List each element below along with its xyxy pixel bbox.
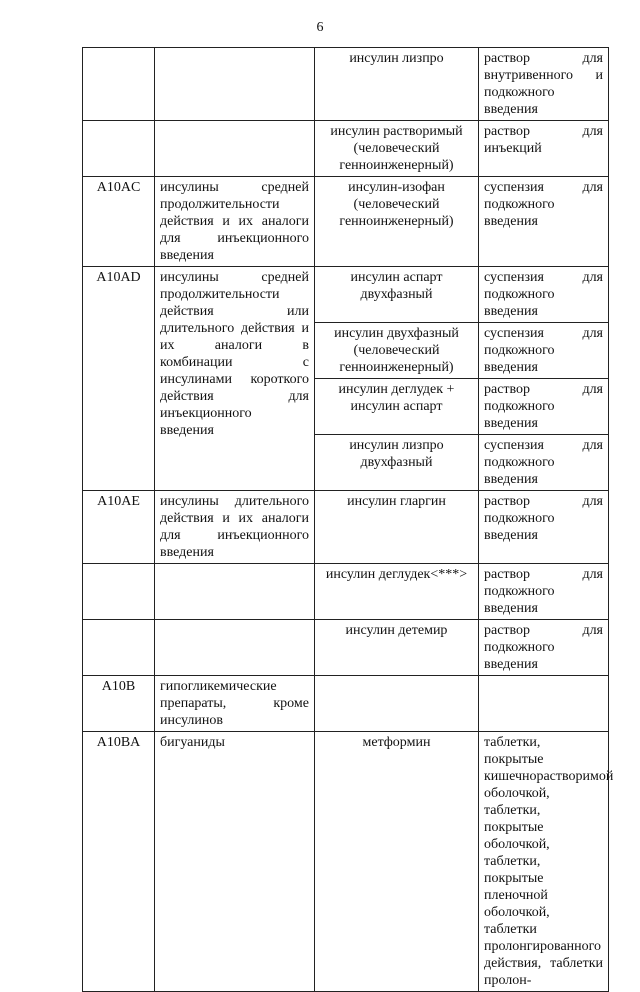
- group-cell: гипогликемические препараты, кроме инсулинов: [155, 676, 315, 732]
- drug-cell: инсулин двухфазный (человеческий генноинженерный): [315, 323, 479, 379]
- form-cell: [479, 676, 609, 732]
- table-row: [83, 564, 609, 620]
- form-cell: суспензия для подкожного введения: [479, 177, 609, 267]
- drug-table: [82, 47, 614, 992]
- table-row: [83, 177, 609, 267]
- drug-cell: инсулин лизпро: [315, 48, 479, 121]
- drug-cell: метформин: [315, 732, 479, 992]
- page-number: 6: [316, 20, 324, 35]
- table-row: [83, 48, 609, 121]
- drug-cell: [315, 676, 479, 732]
- form-cell: раствор для подкожного введения: [479, 564, 609, 620]
- drug-cell: инсулин деглудек + инсулин аспарт: [315, 379, 479, 435]
- atc-code-cell: [83, 564, 155, 620]
- atc-code-cell: [83, 121, 155, 177]
- drug-cell: инсулин лизпро двухфазный: [315, 435, 479, 491]
- drug-cell: инсулин деглудек<***>: [315, 564, 479, 620]
- table-row: [83, 121, 609, 177]
- form-cell: таблетки, покрытые кишечнорастворимой оболочкой, таблетки, покрытые оболочкой, таблетки, покрытые пленочной оболочкой, таблетки пролонгированного действия, таблетки пролон-: [479, 732, 609, 992]
- drug-cell: инсулин растворимый (человеческий генноинженерный): [315, 121, 479, 177]
- drug-cell: инсулин-изофан (человеческий генноинженерный): [315, 177, 479, 267]
- table-row: [83, 620, 609, 676]
- atc-code-cell: A10AE: [83, 491, 155, 564]
- group-cell: инсулины средней продолжительности действия или длительного действия и их аналоги в комбинации с инсулинами короткого действия для инъекционного введения: [155, 267, 315, 491]
- form-cell: суспензия для подкожного введения: [479, 435, 609, 491]
- drug-cell: инсулин гларгин: [315, 491, 479, 564]
- atc-code-cell: [83, 620, 155, 676]
- table-row: [83, 491, 609, 564]
- form-cell: суспензия для подкожного введения: [479, 323, 609, 379]
- form-cell: раствор для подкожного введения: [479, 620, 609, 676]
- group-cell: [155, 620, 315, 676]
- table-row: [83, 732, 609, 992]
- atc-code-cell: [83, 48, 155, 121]
- form-cell: раствор для внутривенного и подкожного введения: [479, 48, 609, 121]
- table-row: [83, 676, 609, 732]
- atc-code-cell: A10B: [83, 676, 155, 732]
- drug-cell: инсулин детемир: [315, 620, 479, 676]
- drug-cell: инсулин аспарт двухфазный: [315, 267, 479, 323]
- group-cell: инсулины длительного действия и их аналоги для инъекционного введения: [155, 491, 315, 564]
- group-cell: [155, 48, 315, 121]
- form-cell: раствор для подкожного введения: [479, 491, 609, 564]
- form-cell: раствор для инъекций: [479, 121, 609, 177]
- atc-code-cell: A10AD: [83, 267, 155, 491]
- group-cell: [155, 564, 315, 620]
- atc-code-cell: A10BA: [83, 732, 155, 992]
- group-cell: бигуаниды: [155, 732, 315, 992]
- group-cell: [155, 121, 315, 177]
- form-cell: суспензия для подкожного введения: [479, 267, 609, 323]
- table-row: [83, 267, 609, 323]
- atc-code-cell: A10AC: [83, 177, 155, 267]
- group-cell: инсулины средней продолжительности действия и их аналоги для инъекционного введения: [155, 177, 315, 267]
- form-cell: раствор для подкожного введения: [479, 379, 609, 435]
